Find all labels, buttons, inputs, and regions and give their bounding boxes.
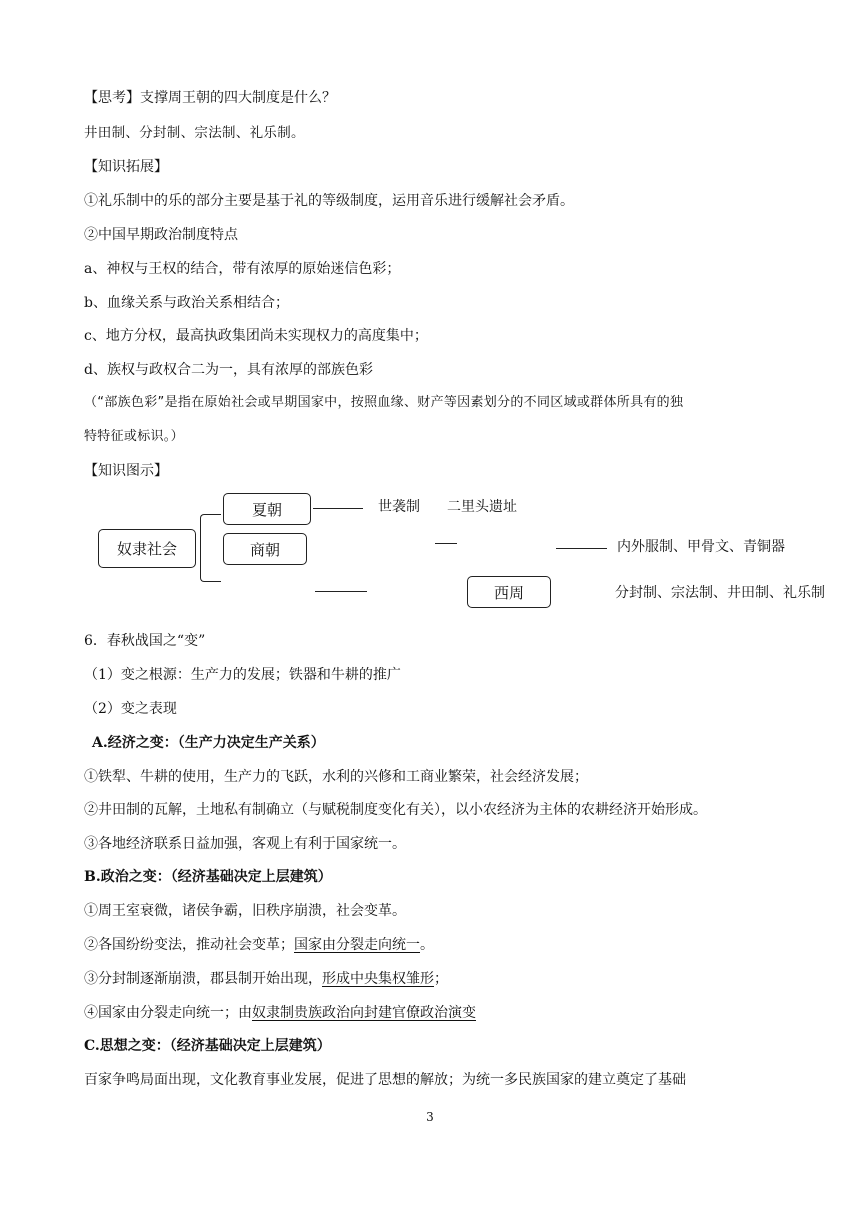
extension-item-1: ①礼乐制中的乐的部分主要是基于礼的等级制度，运用音乐进行缓解社会矛盾。 — [84, 193, 574, 209]
political-item-3-end: ； — [434, 971, 448, 987]
diagram-connector-xizhou — [315, 591, 367, 592]
political-item-3-underlined: 形成中央集权雏形 — [322, 971, 434, 987]
extension-note-1: （“部族色彩”是指在原始社会或早期国家中，按照血缘、财产等因素划分的不同区域或群体所具有的独 — [84, 395, 684, 410]
section-6-title: 6．春秋战国之“变” — [84, 633, 206, 649]
section-6-root-cause: （1）变之根源：生产力的发展；铁器和牛耕的推广 — [84, 667, 401, 683]
diagram-xia-item-1: 世袭制 — [378, 499, 420, 515]
extension-item-2: ②中国早期政治制度特点 — [84, 227, 238, 243]
extension-item-b: b、血缘关系与政治关系相结合； — [84, 295, 289, 311]
political-item-3 — [84, 969, 448, 989]
economic-change-title: A.经济之变：（生产力决定生产关系） — [92, 735, 325, 751]
diagram-shang-box: 商朝 — [223, 533, 307, 565]
diagram-connector-xia — [313, 508, 363, 509]
diagram-xia-item-2: 二里头遗址 — [447, 499, 517, 515]
think-question: 支撑周王朝的四大制度是什么？ — [140, 90, 336, 106]
extension-item-c: c、地方分权，最高执政集团尚未实现权力的高度集中； — [84, 328, 428, 344]
think-answer: 井田制、分封制、宗法制、礼乐制。 — [84, 125, 305, 141]
diagram-root-box: 奴隶社会 — [98, 529, 196, 568]
diagram-connector-shang — [556, 548, 607, 549]
political-item-2-end: 。 — [420, 937, 434, 953]
thought-change-text: 百家争鸣局面出现，文化教育事业发展，促进了思想的解放；为统一多民族国家的建立奠定了基础 — [84, 1072, 686, 1088]
economic-item-1: ①铁犁、牛耕的使用，生产力的飞跃，水利的兴修和工商业繁荣，社会经济发展； — [84, 769, 588, 785]
diagram-xizhou-box: 西周 — [467, 576, 551, 608]
political-item-2 — [84, 935, 434, 955]
extension-note-2: 特特征或标识。） — [84, 429, 184, 444]
political-change-title: B.政治之变：（经济基础决定上层建筑） — [84, 869, 332, 885]
political-item-2-underlined: 国家由分裂走向统一 — [294, 937, 420, 953]
extension-title: 【知识拓展】 — [84, 159, 168, 175]
economic-item-3: ③各地经济联系日益加强，客观上有利于国家统一。 — [84, 836, 406, 852]
political-item-2-text: ②各国纷纷变法，推动社会变革； — [84, 937, 294, 953]
diagram-xia-box: 夏朝 — [223, 493, 311, 525]
political-item-1: ①周王室衰微，诸侯争霸，旧秩序崩溃，社会变革。 — [84, 903, 406, 919]
diagram-title: 【知识图示】 — [84, 463, 168, 479]
section-6-manifest: （2）变之表现 — [84, 701, 177, 717]
extension-item-d: d、族权与政权合二为一，具有浓厚的部族色彩 — [84, 362, 373, 378]
political-item-4-text: ④国家由分裂走向统一；由 — [84, 1005, 252, 1021]
diagram-connector-mid — [435, 543, 457, 544]
diagram-brace — [200, 514, 221, 582]
diagram-shang-items: 内外服制、甲骨文、青铜器 — [617, 539, 785, 555]
extension-item-a: a、神权与王权的结合，带有浓厚的原始迷信色彩； — [84, 261, 401, 277]
thought-change-title: C.思想之变：（经济基础决定上层建筑） — [84, 1038, 331, 1054]
political-item-4-underlined: 奴隶制贵族政治向封建官僚政治演变 — [252, 1005, 476, 1021]
diagram-xizhou-items: 分封制、宗法制、井田制、礼乐制 — [615, 585, 825, 601]
page-number: 3 — [426, 1110, 434, 1124]
think-line — [84, 88, 336, 108]
economic-item-2: ②井田制的瓦解，土地私有制确立（与赋税制度变化有关），以小农经济为主体的农耕经济开始形成。 — [84, 802, 707, 818]
think-title: 【思考】 — [84, 90, 140, 106]
political-item-3-text: ③分封制逐渐崩溃，郡县制开始出现， — [84, 971, 322, 987]
political-item-4 — [84, 1003, 476, 1023]
